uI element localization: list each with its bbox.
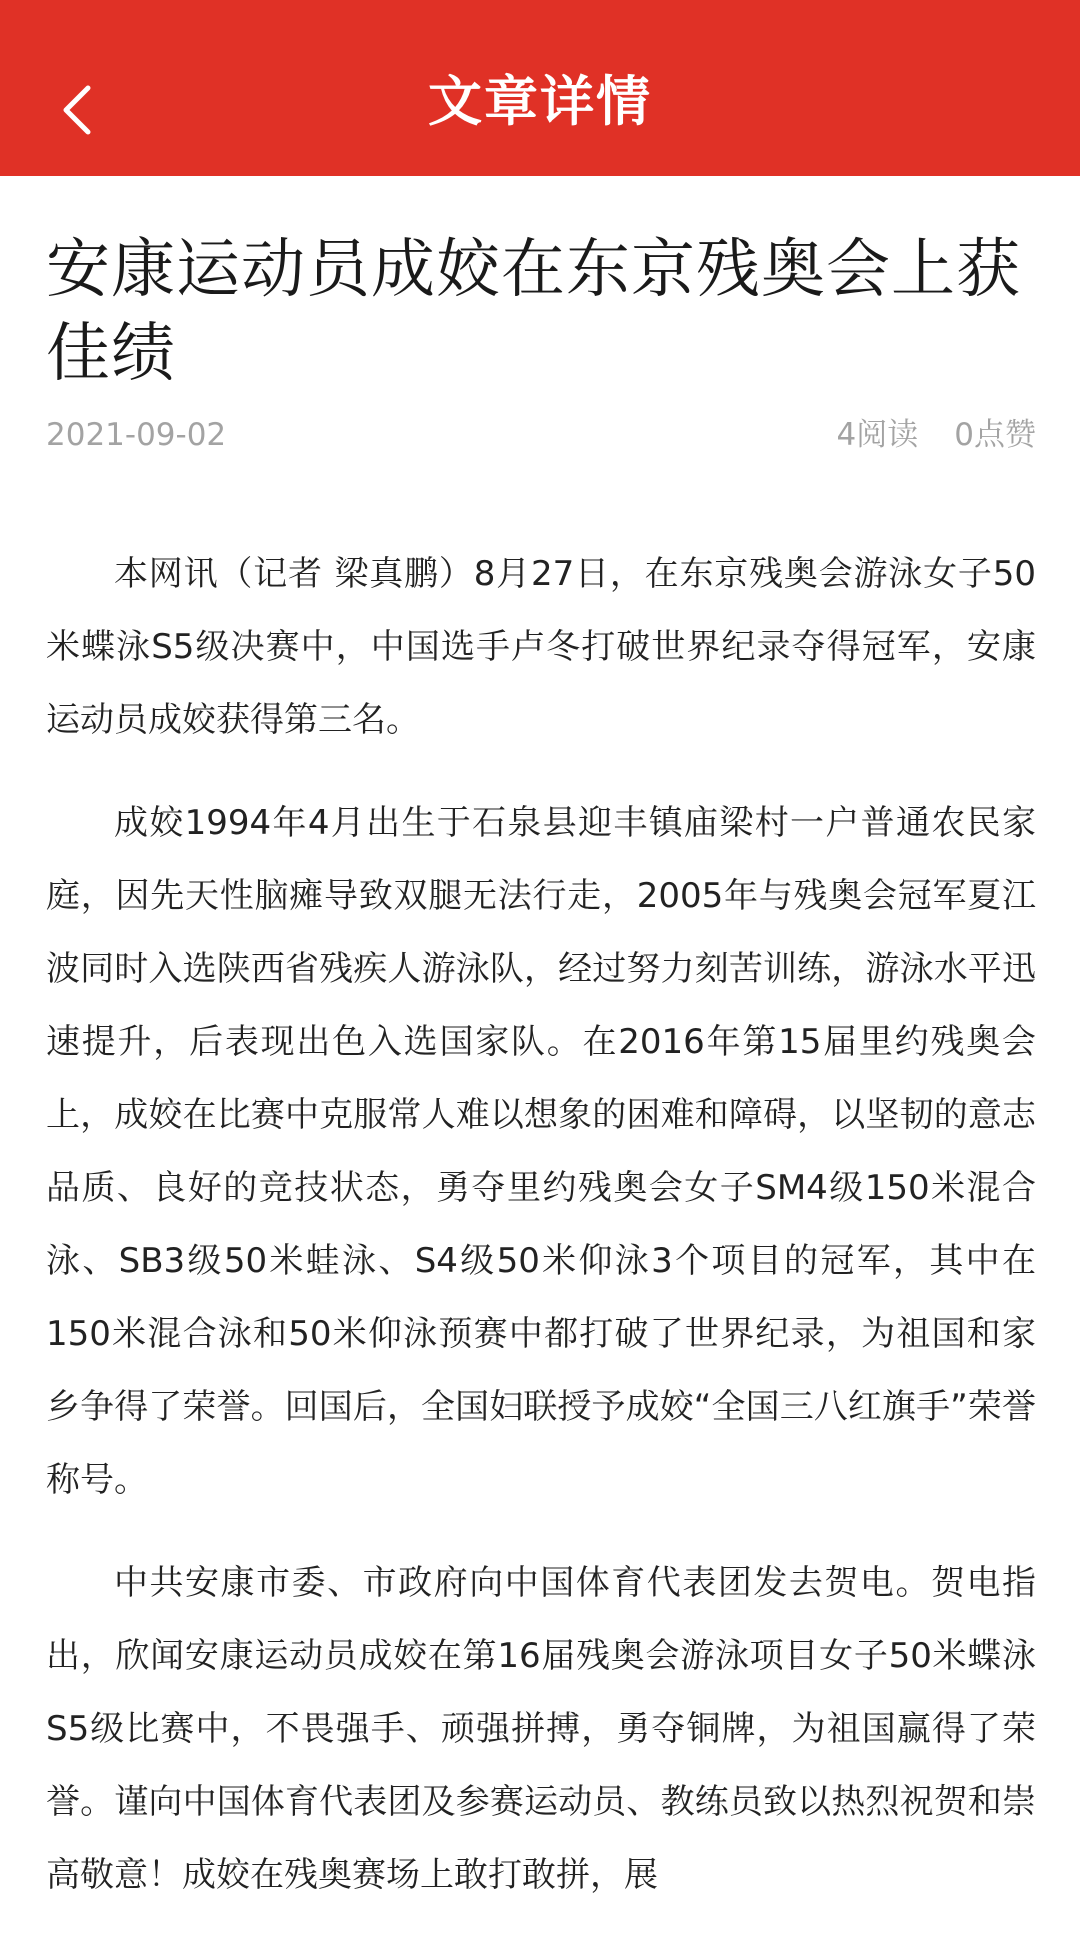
article-meta [46,410,1036,460]
article-content [46,176,1036,1942]
article-stats [837,410,1036,460]
like-count: 0点赞 [954,417,1036,453]
article-paragraph: 本网讯（记者 梁真鹏）8月27日，在东京残奥会游泳女子50米蝶泳S5级决赛中，中国选手卢冬打破世界纪录夺得冠军，安康运动员成姣获得第三名。 [46,554,1036,740]
article-paragraph: 成姣1994年4月出生于石泉县迎丰镇庙梁村一户普通农民家庭，因先天性脑瘫导致双腿无法行走，2005年与残奥会冠军夏江波同时入选陕西省残疾人游泳队，经过努力刻苦训练，游泳水平迅速提升，后表现出色入选国家队。在2016年第15届里约残奥会上，成姣在比赛中克服常人难以想象的困难和障碍，以坚韧的意志品质、良好的竞技状态，勇夺里约残奥会女子SM4级150米混合泳、SB3级50米蛙泳、S4级50米仰泳3个项目的冠军，其中在150米混合泳和50米仰泳预赛中都打破了世界纪录，为祖国和家乡争得了荣誉。回国后，全国妇联授予成姣“全国三八红旗手”荣誉称号。 [46,803,1036,1500]
article-paragraph: 中共安康市委、市政府向中国体育代表团发去贺电。贺电指出，欣闻安康运动员成姣在第16届残奥会游泳项目女子50米蝶泳S5级比赛中，不畏强手、顽强拼搏，勇夺铜牌，为祖国赢得了荣誉。谨向中国体育代表团及参赛运动员、教练员致以热烈祝贺和崇高敬意！成姣在残奥赛场上敢打敢拼，展 [46,1563,1036,1895]
app-header [0,0,1080,176]
read-count: 4阅读 [836,417,919,453]
article-date: 2021-09-02 [46,417,227,453]
article-title: 安康运动员成姣在东京残奥会上获佳绩 [46,233,1021,391]
page-title: 文章详情 [428,70,652,133]
article-body [46,538,1036,1912]
